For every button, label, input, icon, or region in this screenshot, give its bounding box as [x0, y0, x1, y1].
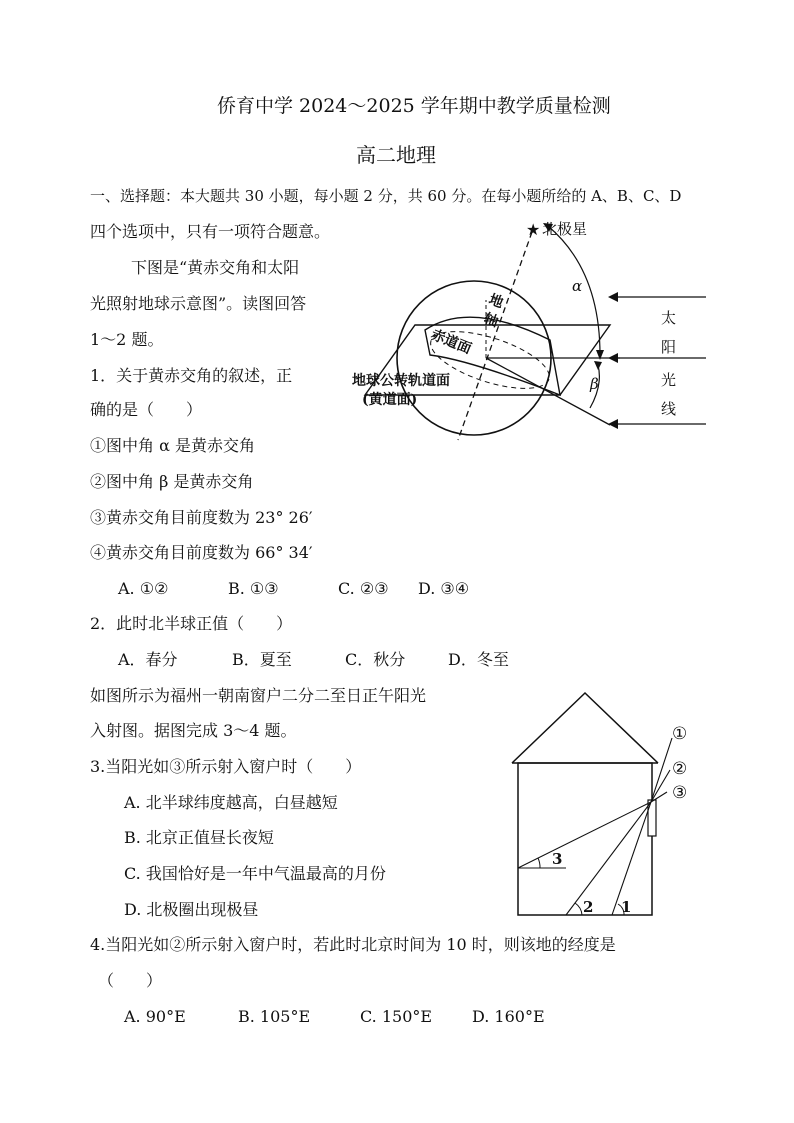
- house-walls: [518, 763, 652, 915]
- group2-intro-line1: 如图所示为福州一朝南窗户二分二至日正午阳光: [90, 686, 427, 705]
- q2-option-a: A．春分: [118, 650, 178, 669]
- q3-option-b: B. 北京正值昼长夜短: [124, 828, 274, 847]
- orbit-plane-label-1: 地球公转轨道面: [352, 373, 450, 389]
- q4-option-d: D. 160°E: [472, 1007, 545, 1026]
- earth-axis-label-1: 地: [486, 291, 506, 312]
- q4-answer-paren: （ ）: [98, 971, 163, 990]
- q4-stem: 4.当阳光如②所示射入窗户时，若此时北京时间为 10 时，则该地的经度是: [90, 935, 616, 954]
- q1-statement-2: ②图中角 β 是黄赤交角: [90, 472, 254, 491]
- subject-title: 高二地理: [356, 143, 436, 167]
- sun-ray-1-arrowhead: [608, 292, 618, 302]
- group1-intro-line3: 1～2 题。: [90, 330, 164, 349]
- q2-stem: 2．此时北半球正值（ ）: [90, 614, 293, 633]
- q1-option-a: A. ①②: [118, 579, 169, 598]
- polaris-label: 北极星: [542, 220, 588, 238]
- q1-statement-4: ④黄赤交角目前度数为 66° 34′: [90, 543, 313, 562]
- section-instructions-line2: 四个选项中，只有一项符合题意。: [90, 222, 331, 241]
- polaris-star-icon: ★: [526, 220, 541, 239]
- equator-plane-label: 赤道面: [428, 326, 474, 358]
- q1-stem-line1: 1．关于黄赤交角的叙述，正: [90, 366, 293, 385]
- alpha-label: α: [572, 277, 583, 295]
- q2-option-c: C．秋分: [345, 650, 406, 669]
- sunlight-label-4: 线: [661, 400, 677, 418]
- section-instructions-line1: 一、选择题：本大题共 30 小题，每小题 2 分，共 60 分。在每小题所给的 A、B、C、D: [90, 187, 682, 205]
- group1-intro-line1: 下图是“黄赤交角和太阳: [131, 258, 300, 277]
- angle-2-arc: [575, 903, 582, 915]
- q4-option-a: A. 90°E: [124, 1007, 186, 1026]
- q3-stem: 3.当阳光如③所示射入窗户时（ ）: [90, 757, 362, 776]
- exam-title: 侨育中学 2024～2025 学年期中教学质量检测: [217, 95, 611, 117]
- q4-option-b: B. 105°E: [238, 1007, 311, 1026]
- sun-ray-2-arrowhead: [608, 353, 618, 363]
- q3-option-d: D. 北极圈出现极昼: [124, 900, 259, 919]
- ray-1-incoming: [651, 738, 672, 802]
- earth-axis-line: [458, 232, 532, 440]
- beta-arrowhead: [594, 361, 602, 370]
- ray-2-inside: [566, 802, 651, 915]
- angle-3-label: 3: [552, 850, 563, 868]
- ray-1-label: ①: [672, 724, 688, 744]
- angle-1-label: 1: [621, 898, 632, 916]
- orbit-plane-label-2: (黄道面): [362, 392, 418, 408]
- q1-stem-line2: 确的是（ ）: [90, 400, 203, 419]
- ray-2-label: ②: [672, 759, 688, 779]
- house-roof: [512, 693, 658, 763]
- sun-ray-3-arrowhead: [608, 419, 618, 429]
- q3-option-a: A. 北半球纬度越高，白昼越短: [124, 793, 338, 812]
- figure-window-sunlight-diagram: [505, 685, 725, 920]
- beta-label: β: [590, 375, 599, 393]
- figure-obliquity-diagram: [345, 210, 720, 450]
- ray-3-label: ③: [672, 783, 688, 803]
- sunlight-label-3: 光: [661, 371, 677, 389]
- q2-option-b: B．夏至: [232, 650, 292, 669]
- q1-statement-3: ③黄赤交角目前度数为 23° 26′: [90, 508, 313, 527]
- q1-statement-1: ①图中角 α 是黄赤交角: [90, 436, 255, 455]
- sunlight-label-2: 阳: [661, 338, 677, 356]
- group2-intro-line2: 入射图。据图完成 3～4 题。: [90, 721, 297, 740]
- q1-option-b: B. ①③: [228, 579, 279, 598]
- q2-option-d: D．冬至: [448, 650, 509, 669]
- q1-option-d: D. ③④: [418, 579, 470, 598]
- sunlight-label-1: 太: [661, 309, 677, 327]
- q1-option-c: C. ②③: [338, 579, 389, 598]
- q4-option-c: C. 150°E: [360, 1007, 433, 1026]
- earth-axis-label-2: 轴: [481, 310, 501, 331]
- q3-option-c: C. 我国恰好是一年中气温最高的月份: [124, 864, 386, 883]
- window: [648, 800, 656, 836]
- group1-intro-line2: 光照射地球示意图”。读图回答: [90, 294, 307, 313]
- angle-2-label: 2: [583, 898, 594, 916]
- angle-3-arc: [538, 858, 540, 868]
